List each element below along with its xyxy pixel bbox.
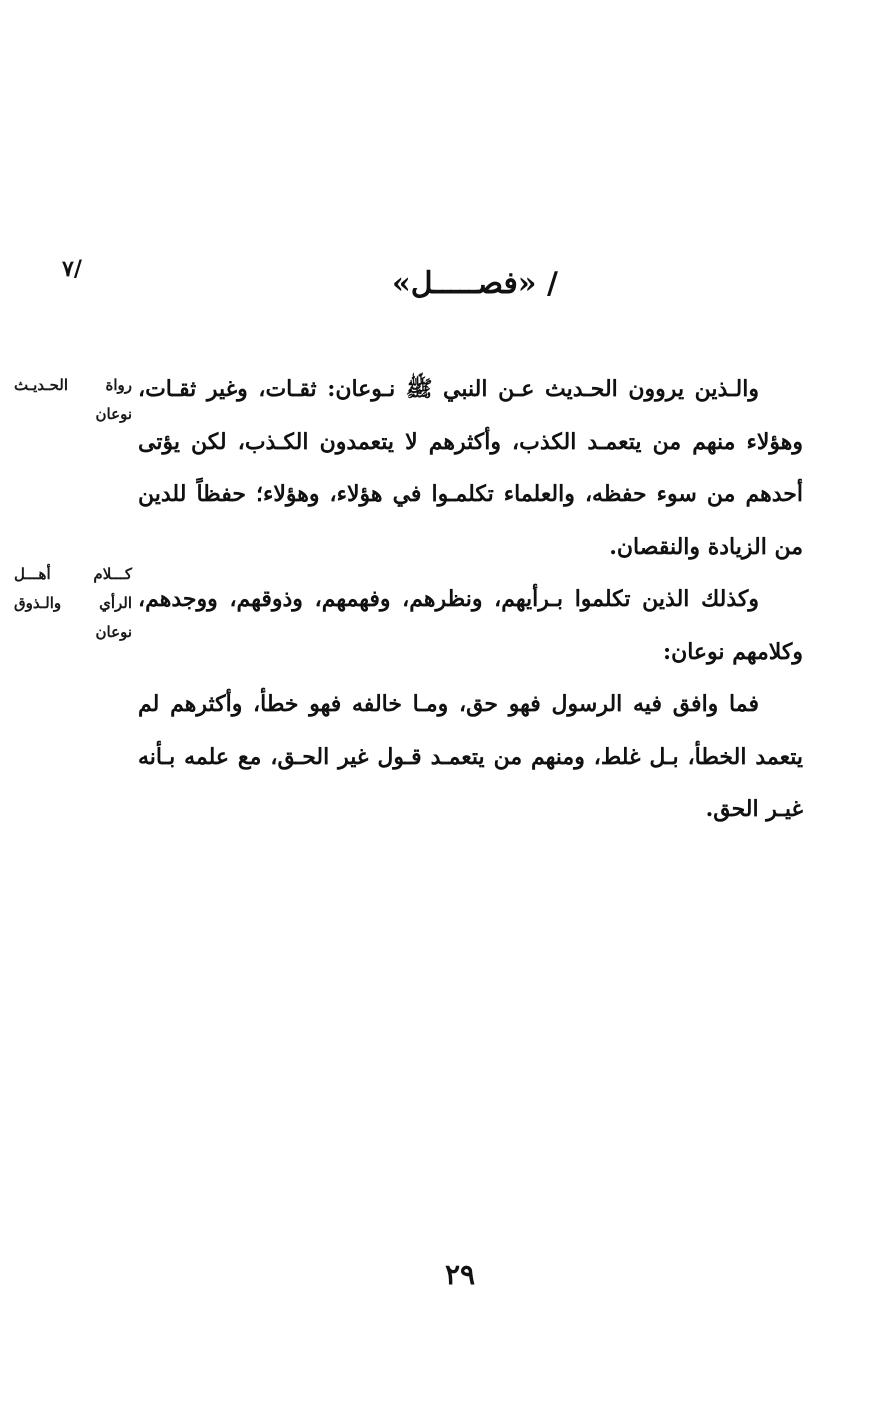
paragraph: وكذلك الذين تكلموا بـرأيهم، ونظرهم، وفهمهم، وذوقهم، ووجدهم، وكلامهم نوعان: [138,586,803,665]
paragraph: فما وافق فيه الرسول فهو حق، ومـا خالفه فهو خطأ، وأكثرهم لم يتعمد الخطأ، بـل غلط، ومنهم من يتعمـد قـول غير الحـق، مع علمه بـأنه غيـر الحق. [138,691,803,822]
section-title: / «فصـــــل» [392,266,558,301]
page-number: ٢٩ [444,1258,476,1291]
paragraph: والـذين يروون الحـديث عـن النبي ﷺ نـوعان: ثقـات، وغير ثقـات، وهؤلاء منهم من يتعمـد الكذب، وأكثرهم لا يتعمدون الكـذب، لكن يؤتى أحدهم من سوء حفظه، والعلماء تكلمـوا في هؤلاء، وهؤلاء؛ حفظاً للدين من الزيادة والنقصان. [138,376,803,560]
folio-reference: ٧/ [62,256,82,282]
margin-note: رواة الحـديـث نوعان [14,376,132,423]
main-text [138,363,803,836]
margin-note: كـــلام أهـــل الرأي والـذوق نوعان [14,565,132,641]
